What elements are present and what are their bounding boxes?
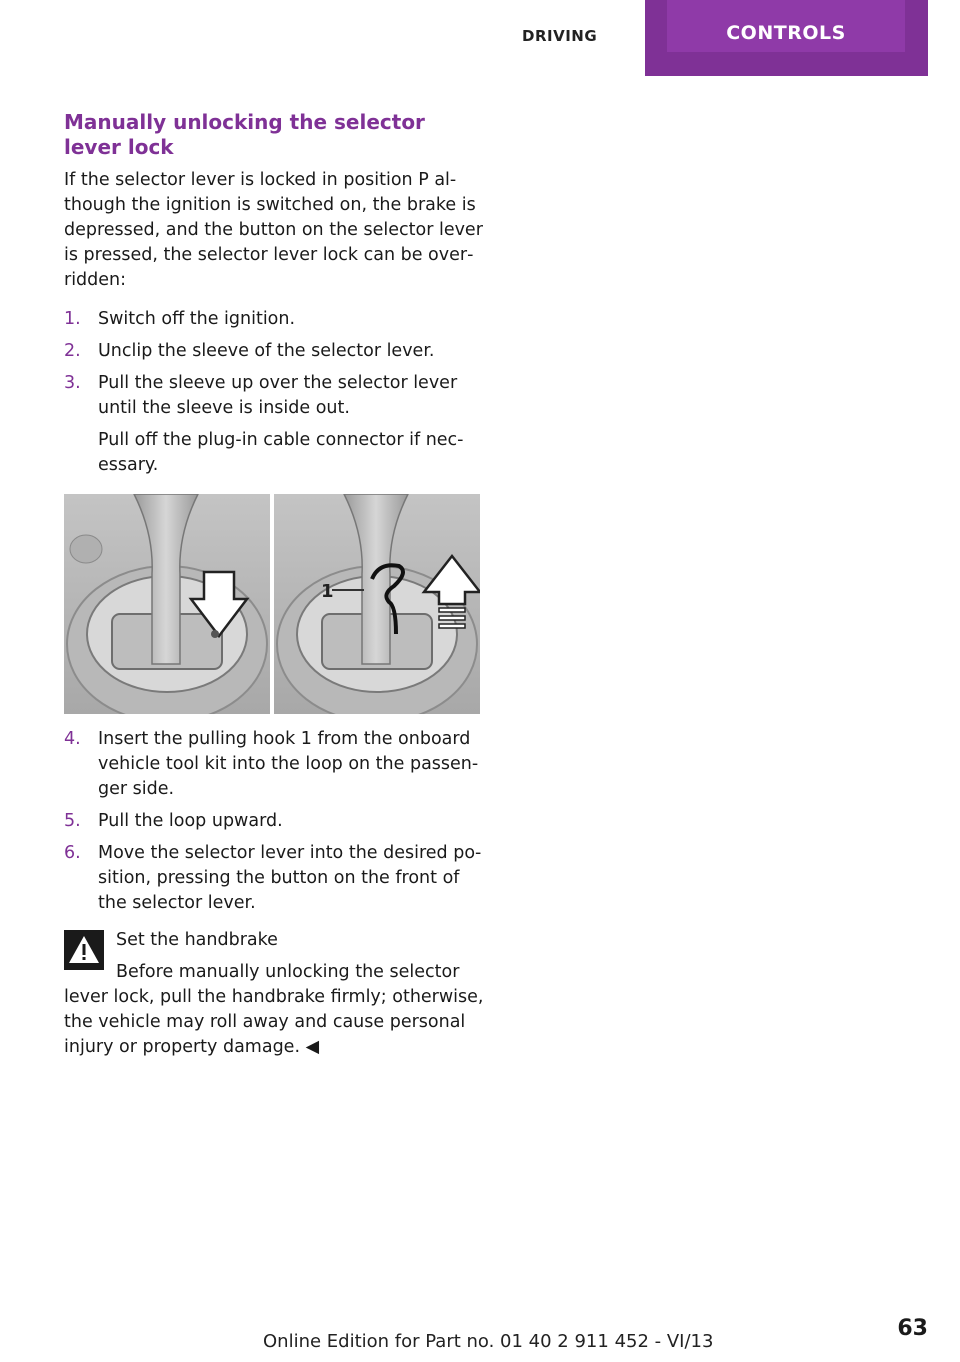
step-number: 1.: [64, 309, 81, 329]
list-item: [64, 307, 484, 332]
header-section-label: CONTROLS: [667, 0, 905, 52]
step-text: Move the selector lever into the desired po‐ sition, pressing the button on the front of the selector lever.: [98, 843, 482, 913]
step-number: 6.: [64, 843, 81, 863]
warning-title: Set the handbrake: [116, 930, 278, 950]
step-number: 5.: [64, 811, 81, 831]
step-number: 3.: [64, 373, 81, 393]
list-item: [64, 727, 484, 802]
intro-paragraph: If the selector lever is locked in position P al‐ though the ignition is switched on, the brake is depressed, and the button on the selector lever is pressed, the selector lever lock can be over‐ ridden:: [64, 170, 483, 290]
header-chapter: DRIVING: [522, 27, 598, 45]
list-item: [64, 339, 484, 364]
figure-left-panel: [64, 494, 270, 714]
step-number: 4.: [64, 729, 81, 749]
step-text: Insert the pulling hook 1 from the onboard vehicle tool kit into the loop on the passen‐ ger side.: [98, 729, 479, 799]
section-title: Manually unlocking the selector lever lock: [64, 110, 425, 159]
warning-text: Before manually unlocking the selector lever lock, pull the handbrake firmly; otherwise, the vehicle may roll away and cause personal injury or property damage. ◀: [64, 962, 484, 1057]
footer-edition: Online Edition for Part no. 01 40 2 911 452 - VI/13: [263, 1331, 714, 1352]
step-text: Switch off the ignition.: [98, 309, 296, 329]
step-text: Pull the loop upward.: [98, 811, 283, 831]
callout-label: 1: [321, 581, 334, 602]
step-extra-text: Pull off the plug-in cable connector if nec‐ essary.: [98, 430, 464, 475]
list-item: [64, 841, 484, 916]
list-item: [64, 371, 484, 478]
figure-right-panel: [274, 494, 480, 714]
steps-list-b: [64, 727, 484, 923]
selector-lever-figure: [64, 494, 480, 714]
step-number: 2.: [64, 341, 81, 361]
header-section-tab[interactable]: [645, 0, 928, 76]
page-number: 63: [897, 1316, 928, 1341]
steps-list-a: [64, 307, 484, 485]
step-text: Pull the sleeve up over the selector lever until the sleeve is inside out.: [98, 373, 458, 418]
list-item: [64, 809, 484, 834]
step-text: Unclip the sleeve of the selector lever.: [98, 341, 435, 361]
